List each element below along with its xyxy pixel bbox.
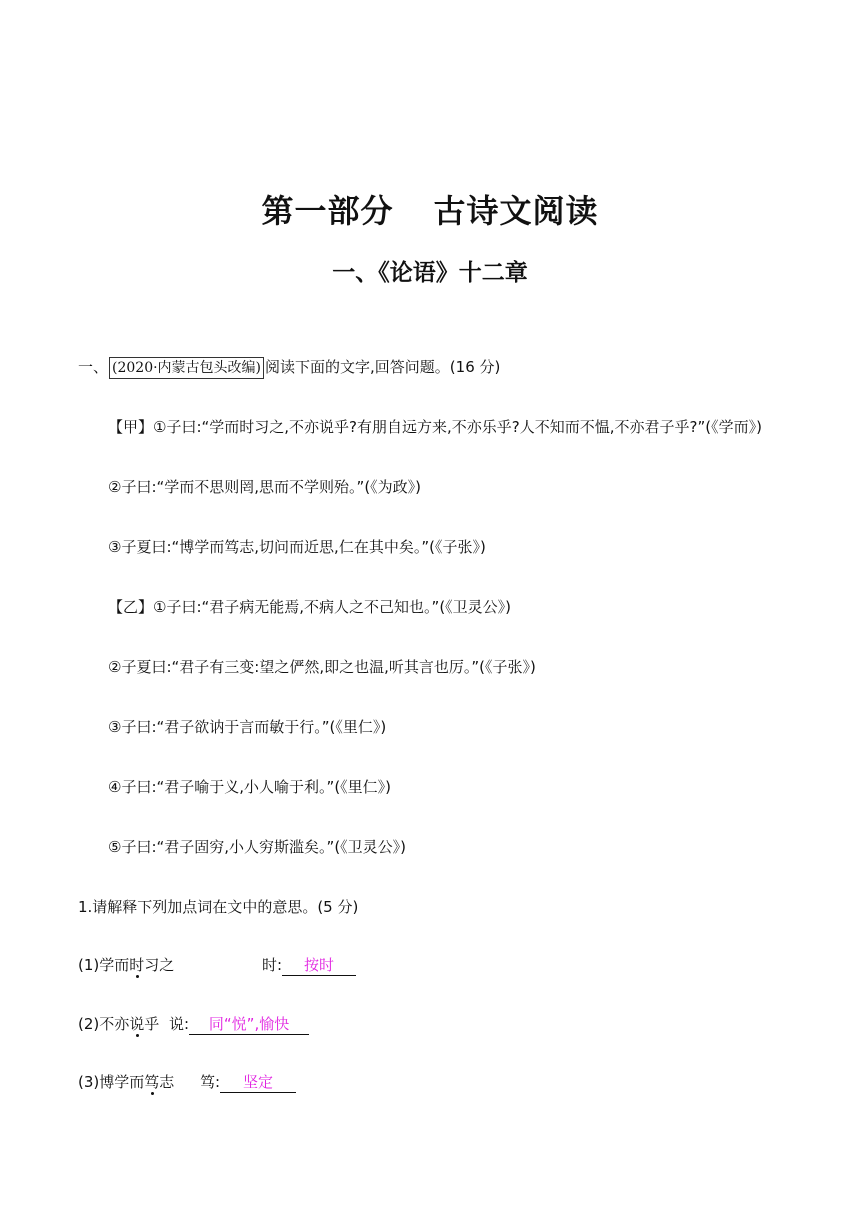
dotted-character: 笃 — [144, 1073, 160, 1091]
passage-text: “君子欲讷于言而敏于行。”(《里仁》) — [156, 718, 387, 736]
answer-blank[interactable]: 同“悦”,愉快 — [189, 1014, 309, 1035]
passage-text: “君子病无能焉,不病人之不己知也。”(《卫灵公》) — [201, 598, 512, 616]
item-pre: 不亦 — [99, 1015, 130, 1033]
item-number: (2) — [78, 1015, 100, 1033]
item-word: 说: — [169, 1015, 190, 1033]
question1-item — [78, 1071, 174, 1093]
passage-text: “君子有三变:望之俨然,即之也温,听其言也厉。”(《子张》) — [171, 658, 536, 676]
passage-line — [108, 716, 386, 738]
dotted-character: 说 — [129, 1015, 145, 1033]
passage-line — [108, 416, 762, 438]
passage-text: “君子喻于义,小人喻于利。”(《里仁》) — [156, 778, 392, 796]
item-pre: 学而 — [99, 956, 130, 974]
passage-line — [108, 836, 406, 858]
item-pre: 博学而 — [99, 1073, 145, 1091]
question1-prompt: 1.请解释下列加点词在文中的意思。(5 分) — [78, 898, 359, 916]
passage-label: ②子夏曰: — [108, 658, 172, 676]
passage-text: “学而不思则罔,思而不学则殆。”(《为政》) — [156, 478, 422, 496]
question1-item — [78, 954, 174, 976]
passage-label: ③子夏曰: — [108, 538, 172, 556]
passage-line — [108, 656, 536, 678]
question1-item — [78, 1013, 159, 1035]
source-tag: (2020·内蒙古包头改编) — [109, 357, 264, 379]
passage-label: ③子曰: — [108, 718, 157, 736]
passage-line — [108, 776, 391, 798]
passage-text: “君子固穷,小人穷斯滥矣。”(《卫灵公》) — [156, 838, 407, 856]
item-number: (3) — [78, 1073, 100, 1091]
answer-blank[interactable]: 坚定 — [220, 1072, 296, 1093]
question1-answer-row — [200, 1071, 296, 1093]
passage-line — [108, 476, 421, 498]
question-instruction: 阅读下面的文字,回答问题。(16 分) — [265, 358, 501, 376]
passage-label: ⑤子曰: — [108, 838, 157, 856]
question1-answer-row — [262, 954, 356, 976]
question1-answer-row — [169, 1013, 309, 1035]
passage-label: 【乙】①子曰: — [108, 598, 202, 616]
passage-label: ②子曰: — [108, 478, 157, 496]
passage-label: ④子曰: — [108, 778, 157, 796]
passage-line — [108, 536, 486, 558]
item-number: (1) — [78, 956, 100, 974]
question-intro — [78, 356, 500, 379]
item-post: 乎 — [144, 1015, 160, 1033]
passage-text: “学而时习之,不亦说乎?有朋自远方来,不亦乐乎?人不知而不愠,不亦君子乎?”(《学而》) — [201, 418, 762, 436]
passage-label: 【甲】①子曰: — [108, 418, 202, 436]
page-title — [0, 186, 860, 232]
title-main: 古诗文阅读 — [433, 192, 599, 230]
chapter-subtitle: 一、《论语》十二章 — [332, 260, 528, 286]
title-part: 第一部分 — [261, 192, 394, 230]
item-word: 时: — [262, 956, 283, 974]
question-number: 一、 — [78, 358, 109, 376]
item-post: 志 — [159, 1073, 175, 1091]
answer-blank[interactable]: 按时 — [282, 955, 356, 976]
item-word: 笃: — [200, 1073, 221, 1091]
passage-line — [108, 596, 511, 618]
passage-text: “博学而笃志,切问而近思,仁在其中矣。”(《子张》) — [171, 538, 486, 556]
item-post: 习之 — [144, 956, 175, 974]
dotted-character: 时 — [129, 956, 145, 974]
